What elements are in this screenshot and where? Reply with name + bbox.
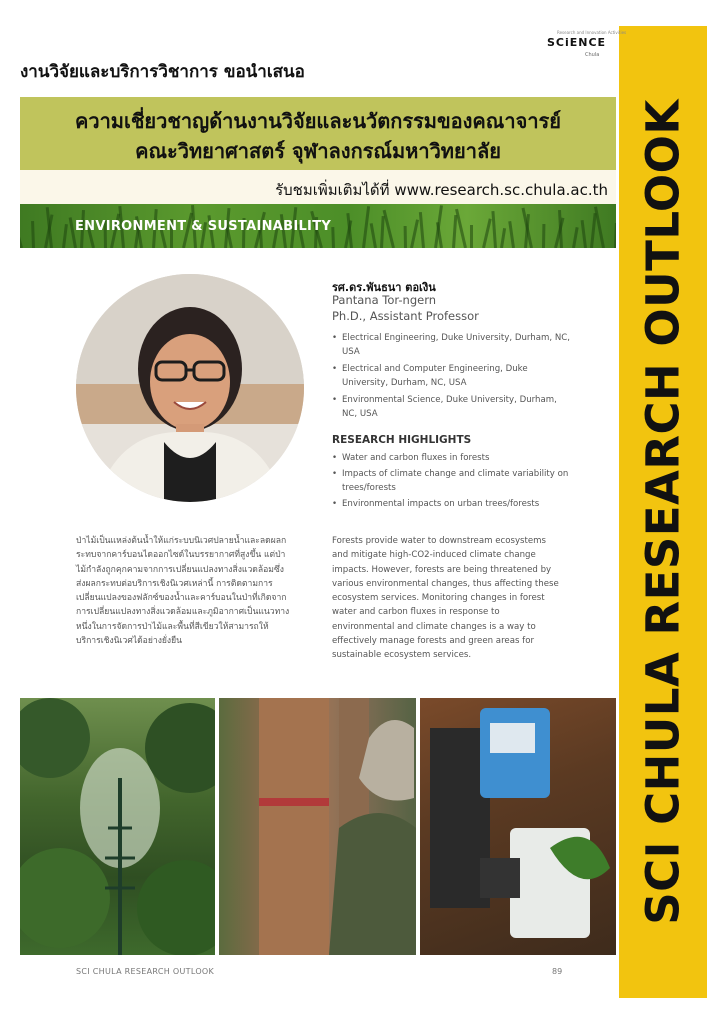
footer-page-number: 89 [552,967,563,976]
banner-grass-blade [62,224,68,248]
banner-grass-blade [542,224,545,248]
description-english: Forests provide water to downstream ecosystems and mitigate high-CO2-induced climate change impacts. However, forests are being threatened by various environmental changes, thus affecting these ecosystem services. Monitoring changes in forest water and carbon fluxes in response to environmental and climate changes is a way to effectively manage forests and green areas for sustainable ecosystem services. [332,536,559,661]
banner-grass-blade [508,221,515,248]
banner-grass-blade [452,215,457,248]
banner-grass-blade [590,213,597,248]
presents-heading: งานวิจัยและบริการวิชาการ ขอนำเสนอ [20,62,305,82]
banner-grass-blade [20,228,23,248]
researcher-name-th: รศ.ดร.พันธนา ตอเงิน [332,281,436,294]
science-chula-logo [547,30,627,58]
banner-grass-blade [614,223,616,248]
education-item: • Environmental Science, Duke University, Durham, NC, USA [332,393,572,421]
portrait-illustration [76,274,304,502]
banner-grass-blade [581,220,587,248]
side-title: SCI CHULA RESEARCH OUTLOOK [636,99,690,925]
highlight-item: • Impacts of climate change and climate variability on trees/forests [332,467,572,495]
logo-text: SCiENCE [547,36,607,49]
logo-arc-text: Research and Innovation Activities [557,30,627,35]
photo-tree-measurement [219,698,416,955]
banner-grass-blade [31,221,35,248]
footer-publication-name: SCI CHULA RESEARCH OUTLOOK [76,967,215,976]
researcher-degree: Ph.D., Assistant Professor [332,309,479,323]
education-item: • Electrical Engineering, Duke University, Durham, NC, USA [332,331,572,359]
banner-grass-blade [404,226,407,248]
flux-tower-illustration [20,698,215,955]
title-box [20,97,616,170]
education-list [332,331,572,424]
title-line-1: ความเชี่ยวชาญด้านงานวิจัยและนวัตกรรมของคณาจารย์ [74,109,562,133]
banner-grass-blade [362,206,370,248]
banner-grass-blade [491,211,497,248]
description-thai: ป่าไม้เป็นแหล่งต้นน้ำให้แก่ระบบนิเวศปลายน้ำและลดผลกระทบจากคาร์บอนไดออกไซด์ในบรรยากาศที่สูงขึ้น แต่ป่าไม้กำลังถูกคุกคามจากการเปลี่ยนแปลงทางสิ่งแวดล้อมซึ่งส่งผลกระทบต่อบริการเชิงนิเวศเหล่านี้ การติดตามการเปลี่ยนแปลงของฟลักซ์ของน้ำและคาร์บอนในป่าที่เกิดจากการเปลี่ยนแปลงทางสิ่งแวดล้อมและภูมิอากาศเป็นแนวทางหนึ่งในการจัดการป่าไม้และพื้นที่สีเขียวให้สามารถให้บริการเชิงนิเวศได้อย่างยั่งยืน [76,536,290,647]
more-info-bar [20,170,616,204]
banner-grass-blade [331,227,335,248]
logo-sub: Chula [585,52,600,58]
category-label: ENVIRONMENT & SUSTAINABILITY [75,219,332,234]
banner-grass-blade [572,227,579,248]
banner-grass-blade [380,216,385,248]
highlight-item: • Water and carbon fluxes in forests [332,451,572,465]
research-highlights-title: RESEARCH HIGHLIGHTS [332,434,472,446]
portrait-photo [76,274,304,502]
banner-grass-blade [500,228,506,248]
photo-sensor-equipment [420,698,616,955]
title-line-2: คณะวิทยาศาสตร์ จุฬาลงกรณ์มหาวิทยาลัย [135,139,501,163]
banner-grass-blade [482,218,492,248]
research-highlights-list [332,451,572,513]
education-item: • Electrical and Computer Engineering, Duke University, Durham, NC, USA [332,362,572,390]
highlight-item: • Environmental impacts on urban trees/forests [332,497,572,511]
banner-grass-blade [370,223,377,248]
photo-flux-tower [20,698,215,955]
banner-grass-blade [410,219,419,248]
researcher-name-en: Pantana Tor-ngern [332,293,437,307]
category-banner [20,204,616,248]
more-info-link[interactable]: รับชมเพิ่มเติมได้ที่ www.research.sc.chula.ac.th [275,181,608,199]
banner-grass-blade [419,212,425,248]
banner-grass-blade [470,225,473,248]
sensor-equipment-illustration [420,698,616,955]
tree-measurement-illustration [219,698,416,955]
